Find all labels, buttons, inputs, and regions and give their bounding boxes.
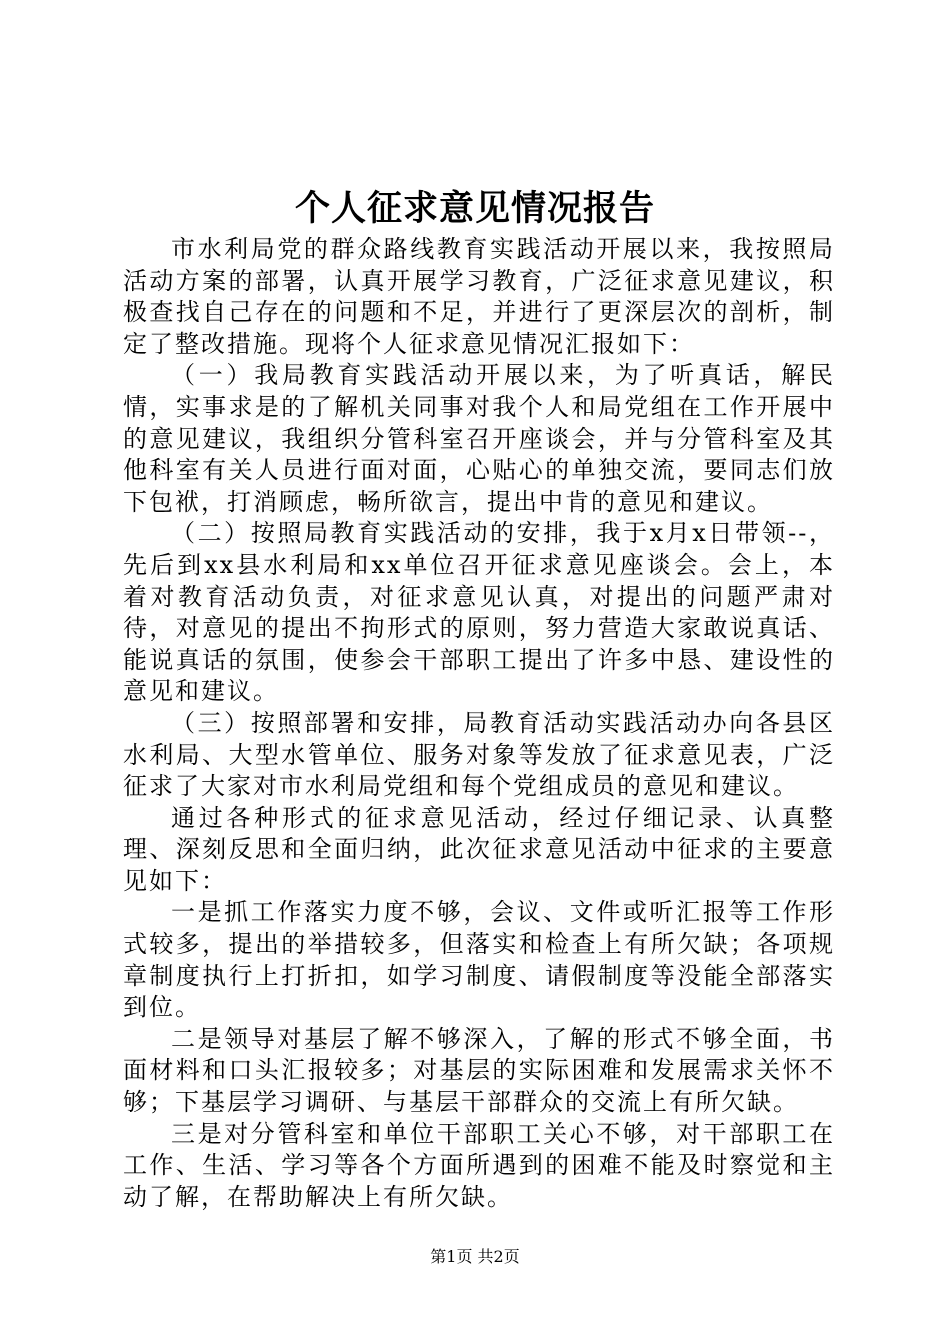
- paragraph-summary: 通过各种形式的征求意见活动，经过仔细记录、认真整理、深刻反思和全面归纳，此次征求意见活动中征求的主要意见如下：: [123, 803, 835, 895]
- paragraph-section-3: （三）按照部署和安排，局教育活动实践活动办向各县区水利局、大型水管单位、服务对象等发放了征求意见表，广泛征求了大家对市水利局党组和每个党组成员的意见和建议。: [123, 708, 835, 801]
- paragraph-opinion-2: 二是领导对基层了解不够深入，了解的形式不够全面，书面材料和口头汇报较多；对基层的实际困难和发展需求关怀不够；下基层学习调研、与基层干部群众的交流上有所欠缺。: [123, 1024, 835, 1117]
- page-footer: 第1页 共2页: [430, 1247, 520, 1266]
- paragraph-opinion-1: 一是抓工作落实力度不够，会议、文件或听汇报等工作形式较多，提出的举措较多，但落实和检查上有所欠缺；各项规章制度执行上打折扣，如学习制度、请假制度等没能全部落实到位。: [123, 898, 835, 1022]
- document-body: [123, 234, 835, 1213]
- paragraph-intro: 市水利局党的群众路线教育实践活动开展以来，我按照局活动方案的部署，认真开展学习教育，广泛征求意见建议，积极查找自己存在的问题和不足，并进行了更深层次的剖析，制定了整改措施。现将个人征求意见情况汇报如下：: [123, 235, 835, 358]
- paragraph-section-1: （一）我局教育实践活动开展以来，为了听真话，解民情，实事求是的了解机关同事对我个人和局党组在工作开展中的意见建议，我组织分管科室召开座谈会，并与分管科室及其他科室有关人员进行面对面，心贴心的单独交流，要同志们放下包袱，打消顾虑，畅所欲言，提出中肯的意见和建议。: [123, 361, 835, 516]
- paragraph-section-2: （二）按照局教育实践活动的安排，我于x月x日带领--，先后到xx县水利局和xx单位召开征求意见座谈会。会上，本着对教育活动负责，对征求意见认真，对提出的问题严肃对待，对意见的提出不拘形式的原则，努力营造大家敢说真话、能说真话的氛围，使参会干部职工提出了许多中恳、建设性的意见和建议。: [123, 519, 835, 706]
- paragraph-opinion-3: 三是对分管科室和单位干部职工关心不够，对干部职工在工作、生活、学习等各个方面所遇到的困难不能及时察觉和主动了解，在帮助解决上有所欠缺。: [123, 1119, 835, 1211]
- document-title: 个人征求意见情况报告: [294, 188, 655, 229]
